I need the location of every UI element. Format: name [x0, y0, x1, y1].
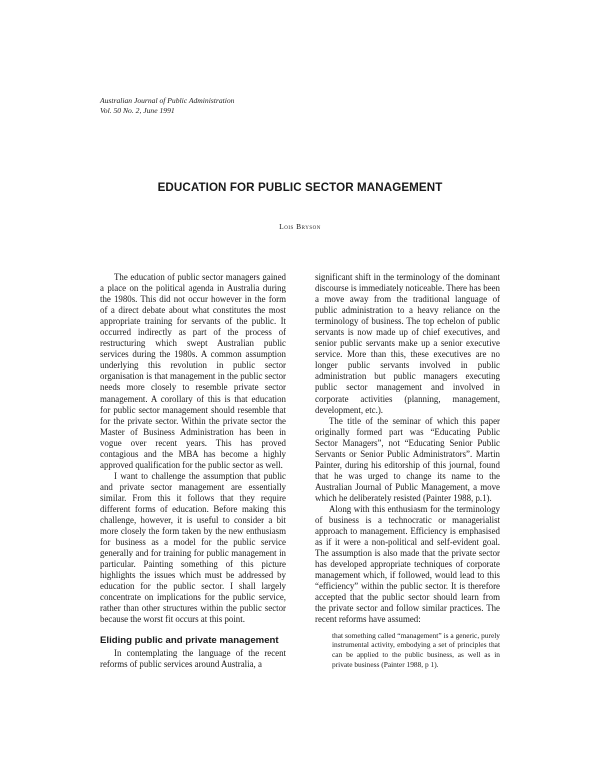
- body-paragraph: In contemplating the language of the recent reforms of public services around Australia, a: [100, 647, 286, 669]
- left-column: [100, 272, 286, 670]
- section-heading: Eliding public and private management: [100, 634, 279, 646]
- article-author: Lois Bryson: [279, 222, 321, 231]
- block-quote: that something called “management” is a generic, purely instrumental activity, embodying a set of principles that can be applied to the public business, as well as in private business (Painter 1988, p 1).: [332, 630, 500, 670]
- article-title: EDUCATION FOR PUBLIC SECTOR MANAGEMENT: [157, 181, 443, 194]
- journal-citation: [100, 96, 234, 116]
- body-paragraph: I want to challenge the assumption that public and private sector management are essentially similar. From this it follows that they require different forms of education. Before making this challenge, however, it is useful to consider a bit more closely the form taken by the new enthusiasm for business as a model for the public service generally and for training for public management in particular. Painting something of this picture highlights the issues which must be addressed by education for the public sector. I shall largely concentrate on implications for the public service, rather than other structures within the public sector because the worst fit occurs at this point.: [100, 470, 286, 625]
- right-column: [315, 272, 500, 670]
- body-paragraph: significant shift in the terminology of the dominant discourse is immediately noticeable. There has been a move away from the traditional language of public administration to a heavy reliance on the terminology of business. The top echelon of public servants is now made up of chief executives, and senior public servants make up a senior executive service. More than this, these executives are no longer public servants involved in public administration but public managers executing public sector management and involved in corporate activities (planning, management, development, etc.).: [315, 272, 500, 415]
- journal-volume: Vol. 50 No. 2, June 1991: [100, 106, 175, 115]
- body-paragraph: The title of the seminar of which this paper originally formed part was “Educating Public Sector Managers”, not “Educating Senior Public Servants or Senior Public Administrators”. Martin Painter, during his editorship of this journal, found that he was urged to change its name to the Australian Journal of Public Management, a move which he deliberately resisted (Painter 1988, p.1).: [315, 415, 500, 503]
- journal-name: Australian Journal of Public Administration: [100, 96, 235, 105]
- body-paragraph: The education of public sector managers gained a place on the political agenda in Australia during the 1980s. This did not occur however in the form of a direct debate about what constitutes the most appropriate training for servants of the public. It occurred indirectly as part of the process of restructuring which swept Australian public services during the 1980s. A common assumption underlying this revolution in public sector organisation is that management in the public sector needs more closely to resemble private sector management. A corollary of this is that education for public sector management should resemble that for the private sector. Within the private sector the Master of Business Administration has been in vogue over recent years. This has proved contagious and the MBA has become a highly approved qualification for the public sector as well.: [100, 272, 286, 470]
- body-paragraph: Along with this enthusiasm for the terminology of business is a technocratic or managerialist approach to management. Efficiency is emphasised as if it were a non-political and self-evident goal. The assumption is also made that the private sector has developed appropriate techniques of corporate management which, if followed, would lead to this “efficiency” within the public sector. It is therefore accepted that the public sector should learn from the private sector and follow similar practices. The recent reforms have assumed:: [315, 503, 500, 625]
